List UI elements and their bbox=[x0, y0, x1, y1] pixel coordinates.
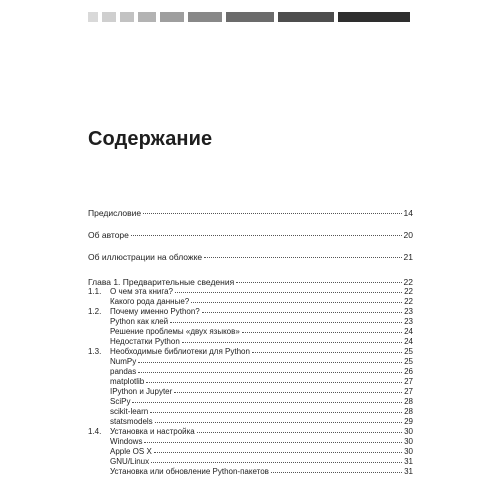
toc-entry bbox=[88, 457, 413, 467]
toc-page-number: 25 bbox=[404, 347, 413, 356]
toc-page-number: 24 bbox=[404, 337, 413, 346]
toc-entry-label: Python как клей bbox=[110, 317, 169, 326]
toc-entry-label: SciPy bbox=[110, 397, 131, 406]
toc-page-number: 23 bbox=[404, 307, 413, 316]
toc-dot-leader bbox=[170, 322, 402, 323]
toc-entry bbox=[88, 252, 413, 262]
toc-page-number: 30 bbox=[404, 437, 413, 446]
toc-entry-number: 1.4. bbox=[88, 427, 102, 436]
toc-page-number: 28 bbox=[404, 397, 413, 406]
toc-page-number: 14 bbox=[403, 208, 413, 218]
toc-page-number: 30 bbox=[404, 447, 413, 456]
toc-entry-label: Об иллюстрации на обложке bbox=[88, 252, 203, 262]
toc-entry bbox=[88, 467, 413, 477]
toc-dot-leader bbox=[155, 422, 402, 423]
toc-dot-leader bbox=[197, 432, 402, 433]
toc-entry-label: IPython и Jupyter bbox=[110, 387, 173, 396]
toc-page-number: 21 bbox=[403, 252, 413, 262]
toc-dot-leader bbox=[191, 302, 402, 303]
toc-page-number: 24 bbox=[404, 327, 413, 336]
toc-dot-leader bbox=[131, 235, 402, 236]
toc-page-number: 22 bbox=[403, 277, 413, 287]
toc-page-number: 31 bbox=[404, 457, 413, 466]
toc-entry bbox=[88, 297, 413, 307]
toc-entry-label: О чем эта книга? bbox=[110, 287, 173, 296]
toc-entry-label: Какого рода данные? bbox=[110, 297, 190, 306]
toc-page-number: 31 bbox=[404, 467, 413, 476]
toc-entry-label: Предисловие bbox=[88, 208, 142, 218]
toc-entry-label: Об авторе bbox=[88, 230, 129, 240]
toc-dot-leader bbox=[252, 352, 402, 353]
toc-entry-label: Решение проблемы «двух языков» bbox=[110, 327, 240, 336]
toc-entry bbox=[88, 387, 413, 397]
toc-dot-leader bbox=[174, 392, 402, 393]
header-bar-segment bbox=[102, 12, 116, 22]
toc-dot-leader bbox=[236, 282, 401, 283]
toc-entry bbox=[88, 337, 413, 347]
toc-dot-leader bbox=[271, 472, 402, 473]
toc-dot-leader bbox=[138, 362, 402, 363]
header-bar-segment bbox=[120, 12, 134, 22]
toc-entry bbox=[88, 230, 413, 240]
toc-dot-leader bbox=[138, 372, 402, 373]
toc-entry bbox=[88, 347, 413, 357]
toc-entry bbox=[88, 357, 413, 367]
toc-dot-leader bbox=[204, 257, 401, 258]
toc-entry-label: Необходимые библиотеки для Python bbox=[110, 347, 250, 356]
toc-chapter-heading bbox=[88, 277, 413, 287]
toc-dot-leader bbox=[175, 292, 402, 293]
toc-dot-leader bbox=[154, 452, 402, 453]
toc-entry bbox=[88, 287, 413, 297]
toc-page-number: 27 bbox=[404, 377, 413, 386]
toc-page-number: 28 bbox=[404, 407, 413, 416]
header-bar-segment bbox=[160, 12, 184, 22]
toc-entry-number: 1.3. bbox=[88, 347, 102, 356]
toc-entry-number: 1.2. bbox=[88, 307, 102, 316]
toc-page-number: 22 bbox=[404, 297, 413, 306]
header-bar-segment bbox=[278, 12, 334, 22]
toc-entry-label: Apple OS X bbox=[110, 447, 152, 456]
header-bar-segment bbox=[338, 12, 410, 22]
toc-entry bbox=[88, 417, 413, 427]
toc-dot-leader bbox=[150, 412, 402, 413]
toc-entry-label: pandas bbox=[110, 367, 137, 376]
header-bar-segment bbox=[88, 12, 98, 22]
toc-entry-label: scikit-learn bbox=[110, 407, 149, 416]
header-bar-segment bbox=[138, 12, 156, 22]
header-bar-segment bbox=[226, 12, 274, 22]
toc-entry-label: Установка или обновление Python-пакетов bbox=[110, 467, 269, 476]
toc-entry bbox=[88, 437, 413, 447]
toc-entry bbox=[88, 367, 413, 377]
toc-dot-leader bbox=[146, 382, 402, 383]
toc-dot-leader bbox=[151, 462, 402, 463]
toc-entry bbox=[88, 447, 413, 457]
toc-page-number: 25 bbox=[404, 357, 413, 366]
toc-page-number: 20 bbox=[403, 230, 413, 240]
toc-entry-number: 1.1. bbox=[88, 287, 102, 296]
toc-dot-leader bbox=[144, 442, 402, 443]
toc-entry bbox=[88, 307, 413, 317]
toc-entry-label: Недостатки Python bbox=[110, 337, 180, 346]
toc-dot-leader bbox=[242, 332, 402, 333]
toc-entry bbox=[88, 327, 413, 337]
toc-entry bbox=[88, 407, 413, 417]
toc-dot-leader bbox=[202, 312, 402, 313]
toc-dot-leader bbox=[182, 342, 402, 343]
toc-entry-label: Windows bbox=[110, 437, 143, 446]
toc-entry-label: GNU/Linux bbox=[110, 457, 150, 466]
toc-page-number: 27 bbox=[404, 387, 413, 396]
toc-page-number: 26 bbox=[404, 367, 413, 376]
header-gradient-bar bbox=[88, 12, 410, 22]
toc-entry bbox=[88, 397, 413, 407]
toc-dot-leader bbox=[132, 402, 402, 403]
toc-entry-label: NumPy bbox=[110, 357, 137, 366]
header-bar-segment bbox=[188, 12, 222, 22]
page-title: Содержание bbox=[88, 128, 213, 150]
toc-dot-leader bbox=[143, 213, 401, 214]
toc-page-number: 22 bbox=[404, 287, 413, 296]
table-of-contents bbox=[88, 208, 413, 477]
toc-page-number: 29 bbox=[404, 417, 413, 426]
toc-entry bbox=[88, 377, 413, 387]
toc-entry-label: Почему именно Python? bbox=[110, 307, 200, 316]
toc-page-number: 23 bbox=[404, 317, 413, 326]
toc-entry-label: Глава 1. Предварительные сведения bbox=[88, 277, 235, 287]
toc-entry bbox=[88, 427, 413, 437]
toc-page-number: 30 bbox=[404, 427, 413, 436]
toc-entry bbox=[88, 317, 413, 327]
toc-entry bbox=[88, 208, 413, 218]
toc-entry-label: Установка и настройка bbox=[110, 427, 195, 436]
toc-entry-label: statsmodels bbox=[110, 417, 153, 426]
toc-entry-label: matplotlib bbox=[110, 377, 145, 386]
